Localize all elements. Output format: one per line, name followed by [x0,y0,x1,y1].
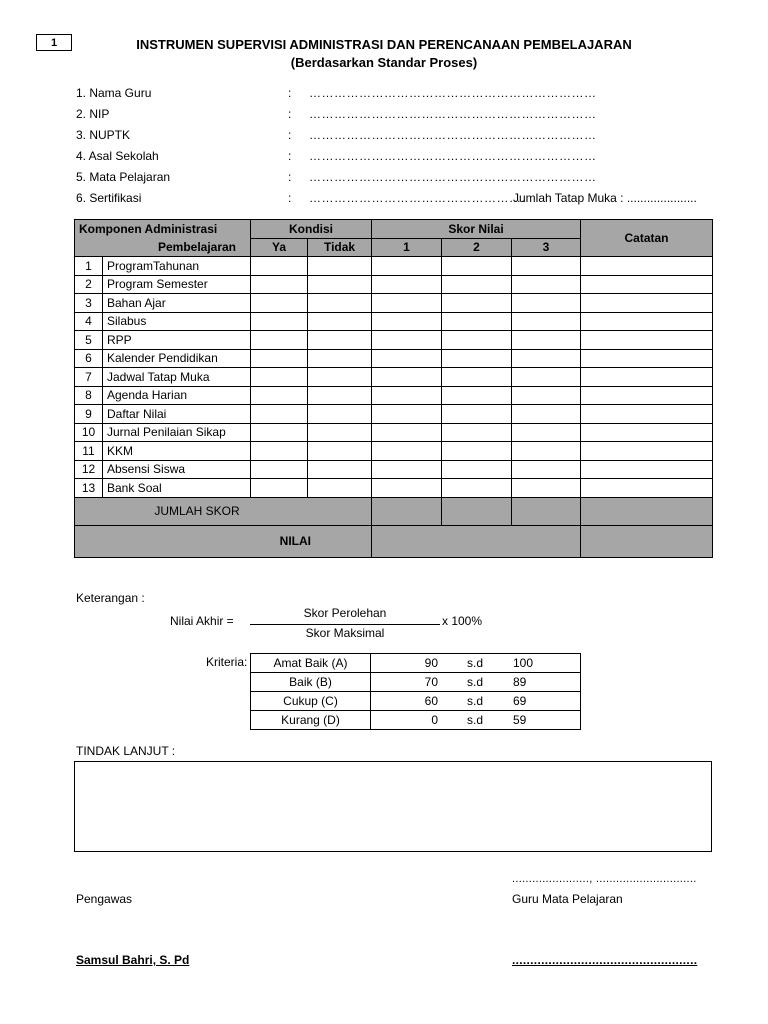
header-skor-2: 2 [442,238,512,257]
field-colon: : [288,170,292,184]
field-colon: : [288,86,292,100]
field-blank: …………………………………………………………… [309,107,597,121]
row-number: 1 [75,257,103,276]
cell-tidak[interactable] [308,257,372,276]
formula-multiplier: x 100% [442,614,483,628]
jumlah-skor-label [75,497,372,525]
nilai-value [372,525,581,557]
cell-tidak[interactable] [308,442,372,461]
field-blank: …………………………………………………………… [309,128,597,142]
keterangan-label: Keterangan : [76,591,145,605]
fraction-line [250,624,440,625]
field-colon: : [288,191,292,205]
jumlah-skor-catatan [581,497,713,525]
cell-skor-3[interactable] [512,257,581,276]
cell-catatan[interactable] [581,312,713,331]
field-colon: : [288,128,292,142]
cell-tidak[interactable] [308,479,372,498]
cell-ya[interactable] [251,275,308,294]
formula-label: Nilai Akhir = [170,614,234,628]
header-skor-1: 1 [372,238,442,257]
table-row [75,460,713,479]
kriteria-min: 70 [424,675,438,689]
cell-tidak[interactable] [308,368,372,387]
row-number: 10 [75,423,103,442]
jumlah-tatap-muka-field: Jumlah Tatap Muka : ..................... [513,191,697,205]
cell-skor-1[interactable] [372,349,442,368]
cell-skor-3[interactable] [512,349,581,368]
cell-skor-3[interactable] [512,275,581,294]
cell-tidak[interactable] [308,294,372,313]
formula-denominator: Skor Maksimal [305,626,385,640]
cell-skor-1[interactable] [372,257,442,276]
cell-tidak[interactable] [308,275,372,294]
nilai-label [75,525,372,557]
cell-skor-2[interactable] [442,275,512,294]
pengawas-label: Pengawas [76,892,133,906]
cell-ya[interactable] [251,423,308,442]
cell-catatan[interactable] [581,423,713,442]
kriteria-max: 100 [513,656,534,670]
cell-tidak[interactable] [308,460,372,479]
row-component-name: Jurnal Penilaian Sikap [103,423,251,442]
document-subtitle: (Berdasarkan Standar Proses) [290,55,478,70]
cell-ya[interactable] [251,349,308,368]
pengawas-name: Samsul Bahri, S. Pd [76,953,190,967]
table-row [75,368,713,387]
field-mata-pelajaran [76,170,716,188]
cell-tidak[interactable] [308,312,372,331]
jumlah-skor-3 [512,497,581,525]
kriteria-range [371,654,581,673]
header-ya: Ya [251,238,308,257]
kriteria-table [250,653,581,730]
cell-skor-2[interactable] [442,479,512,498]
kriteria-min: 90 [424,656,438,670]
cell-skor-2[interactable] [442,312,512,331]
field-colon: : [288,107,292,121]
field-asal-sekolah [76,149,716,167]
kriteria-sd: s.d [467,675,484,689]
header-kondisi: Kondisi [251,220,372,239]
cell-catatan[interactable] [581,349,713,368]
kriteria-name: Amat Baik (A) [251,654,371,673]
table-row [75,294,713,313]
cell-skor-2[interactable] [442,423,512,442]
cell-skor-3[interactable] [512,312,581,331]
cell-ya[interactable] [251,312,308,331]
cell-ya[interactable] [251,294,308,313]
field-blank: …………………………………………………………… [309,86,597,100]
field-label: 6. Sertifikasi [76,191,142,205]
header-catatan: Catatan [581,220,713,257]
row-number: 2 [75,275,103,294]
cell-tidak[interactable] [308,386,372,405]
cell-skor-1[interactable] [372,275,442,294]
row-number: 3 [75,294,103,313]
field-blank: ……………………………………………. [309,191,526,205]
kriteria-name: Cukup (C) [251,692,371,711]
cell-ya[interactable] [251,257,308,276]
cell-catatan[interactable] [581,442,713,461]
cell-skor-3[interactable] [512,460,581,479]
cell-catatan[interactable] [581,386,713,405]
cell-tidak[interactable] [308,331,372,350]
kriteria-min: 60 [424,694,438,708]
formula-numerator: Skor Perolehan [303,606,387,620]
row-number: 12 [75,460,103,479]
cell-ya[interactable] [251,368,308,387]
jumlah-skor-2 [442,497,512,525]
document-title: INSTRUMEN SUPERVISI ADMINISTRASI DAN PERENCANAAN PEMBELAJARAN [136,37,632,52]
field-nuptk [76,128,716,146]
kriteria-row [251,711,581,730]
kriteria-name: Kurang (D) [251,711,371,730]
page-number-box: 1 [36,34,72,51]
table-row [75,442,713,461]
row-component-name: Agenda Harian [103,386,251,405]
jumlah-skor-1 [372,497,442,525]
header-skor-3: 3 [512,238,581,257]
field-label: 3. NUPTK [76,128,131,142]
kriteria-max: 59 [513,713,527,727]
row-component-name: Daftar Nilai [103,405,251,424]
field-label: 2. NIP [76,107,110,121]
row-component-name: Bank Soal [103,479,251,498]
cell-skor-1[interactable] [372,294,442,313]
guru-name-line: ................................................... [512,953,698,967]
cell-ya[interactable] [251,405,308,424]
cell-skor-3[interactable] [512,368,581,387]
table-row [75,386,713,405]
cell-skor-2[interactable] [442,294,512,313]
kriteria-max: 89 [513,675,527,689]
tindak-lanjut-label: TINDAK LANJUT : [76,744,176,758]
supervision-table [74,219,713,558]
table-row [75,275,713,294]
cell-catatan[interactable] [581,479,713,498]
row-number: 5 [75,331,103,350]
cell-skor-1[interactable] [372,479,442,498]
cell-skor-1[interactable] [372,331,442,350]
cell-skor-2[interactable] [442,349,512,368]
cell-skor-3[interactable] [512,479,581,498]
cell-ya[interactable] [251,479,308,498]
cell-catatan[interactable] [581,257,713,276]
header-skor-nilai: Skor Nilai [372,220,581,239]
cell-skor-2[interactable] [442,368,512,387]
cell-catatan[interactable] [581,275,713,294]
field-blank: …………………………………………………………… [309,149,597,163]
row-number: 9 [75,405,103,424]
row-component-name: RPP [103,331,251,350]
cell-skor-3[interactable] [512,331,581,350]
cell-skor-1[interactable] [372,423,442,442]
cell-catatan[interactable] [581,331,713,350]
field-colon: : [288,149,292,163]
row-component-name: ProgramTahunan [103,257,251,276]
row-component-name: Kalender Pendidikan [103,349,251,368]
date-place-line: ......................., .............................. [512,873,697,885]
cell-catatan[interactable] [581,368,713,387]
field-label: 1. Nama Guru [76,86,152,100]
cell-skor-2[interactable] [442,257,512,276]
kriteria-row [251,692,581,711]
kriteria-sd: s.d [467,656,484,670]
cell-catatan[interactable] [581,405,713,424]
kriteria-row [251,673,581,692]
cell-skor-2[interactable] [442,386,512,405]
jumlah-skor-text: JUMLAH SKOR [154,504,240,518]
kriteria-min: 0 [431,713,438,727]
cell-skor-3[interactable] [512,386,581,405]
kriteria-max: 69 [513,694,527,708]
row-component-name: Bahan Ajar [103,294,251,313]
cell-tidak[interactable] [308,423,372,442]
cell-ya[interactable] [251,331,308,350]
header-komponen-line1: Komponen Administrasi [79,222,218,236]
nilai-text: NILAI [279,534,312,548]
cell-skor-1[interactable] [372,368,442,387]
row-component-name: Program Semester [103,275,251,294]
field-label: 5. Mata Pelajaran [76,170,171,184]
table-row [75,349,713,368]
cell-tidak[interactable] [308,405,372,424]
kriteria-range [371,692,581,711]
guru-label: Guru Mata Pelajaran [512,892,623,906]
header-tidak: Tidak [308,238,372,257]
cell-skor-1[interactable] [372,460,442,479]
row-component-name: Absensi Siswa [103,460,251,479]
row-number: 13 [75,479,103,498]
kriteria-sd: s.d [467,713,484,727]
cell-skor-3[interactable] [512,405,581,424]
cell-skor-2[interactable] [442,405,512,424]
cell-skor-3[interactable] [512,442,581,461]
cell-skor-1[interactable] [372,442,442,461]
table-row [75,331,713,350]
table-row [75,423,713,442]
cell-skor-2[interactable] [442,442,512,461]
cell-tidak[interactable] [308,349,372,368]
kriteria-range [371,673,581,692]
field-label: 4. Asal Sekolah [76,149,159,163]
cell-skor-1[interactable] [372,386,442,405]
cell-skor-1[interactable] [372,405,442,424]
row-component-name: Jadwal Tatap Muka [103,368,251,387]
table-row [75,257,713,276]
cell-catatan[interactable] [581,294,713,313]
cell-skor-2[interactable] [442,331,512,350]
row-number: 8 [75,386,103,405]
row-number: 4 [75,312,103,331]
field-sertifikasi [76,191,716,209]
kriteria-name: Baik (B) [251,673,371,692]
cell-ya[interactable] [251,460,308,479]
kriteria-sd: s.d [467,694,484,708]
kriteria-row [251,654,581,673]
header-komponen-line2: Pembelajaran [157,240,237,254]
table-row [75,312,713,331]
kriteria-range [371,711,581,730]
cell-skor-2[interactable] [442,460,512,479]
row-component-name: Silabus [103,312,251,331]
tindak-lanjut-box[interactable] [74,761,712,852]
field-blank: …………………………………………………………… [309,170,597,184]
header-komponen [75,220,251,257]
cell-ya[interactable] [251,442,308,461]
cell-ya[interactable] [251,386,308,405]
cell-skor-1[interactable] [372,312,442,331]
cell-catatan[interactable] [581,460,713,479]
cell-skor-3[interactable] [512,294,581,313]
row-component-name: KKM [103,442,251,461]
field-nip [76,107,716,125]
cell-skor-3[interactable] [512,423,581,442]
nilai-catatan [581,525,713,557]
table-row [75,479,713,498]
row-number: 11 [75,442,103,461]
table-row [75,405,713,424]
field-nama-guru [76,86,716,104]
row-number: 6 [75,349,103,368]
row-number: 7 [75,368,103,387]
kriteria-label: Kriteria: [206,655,248,669]
